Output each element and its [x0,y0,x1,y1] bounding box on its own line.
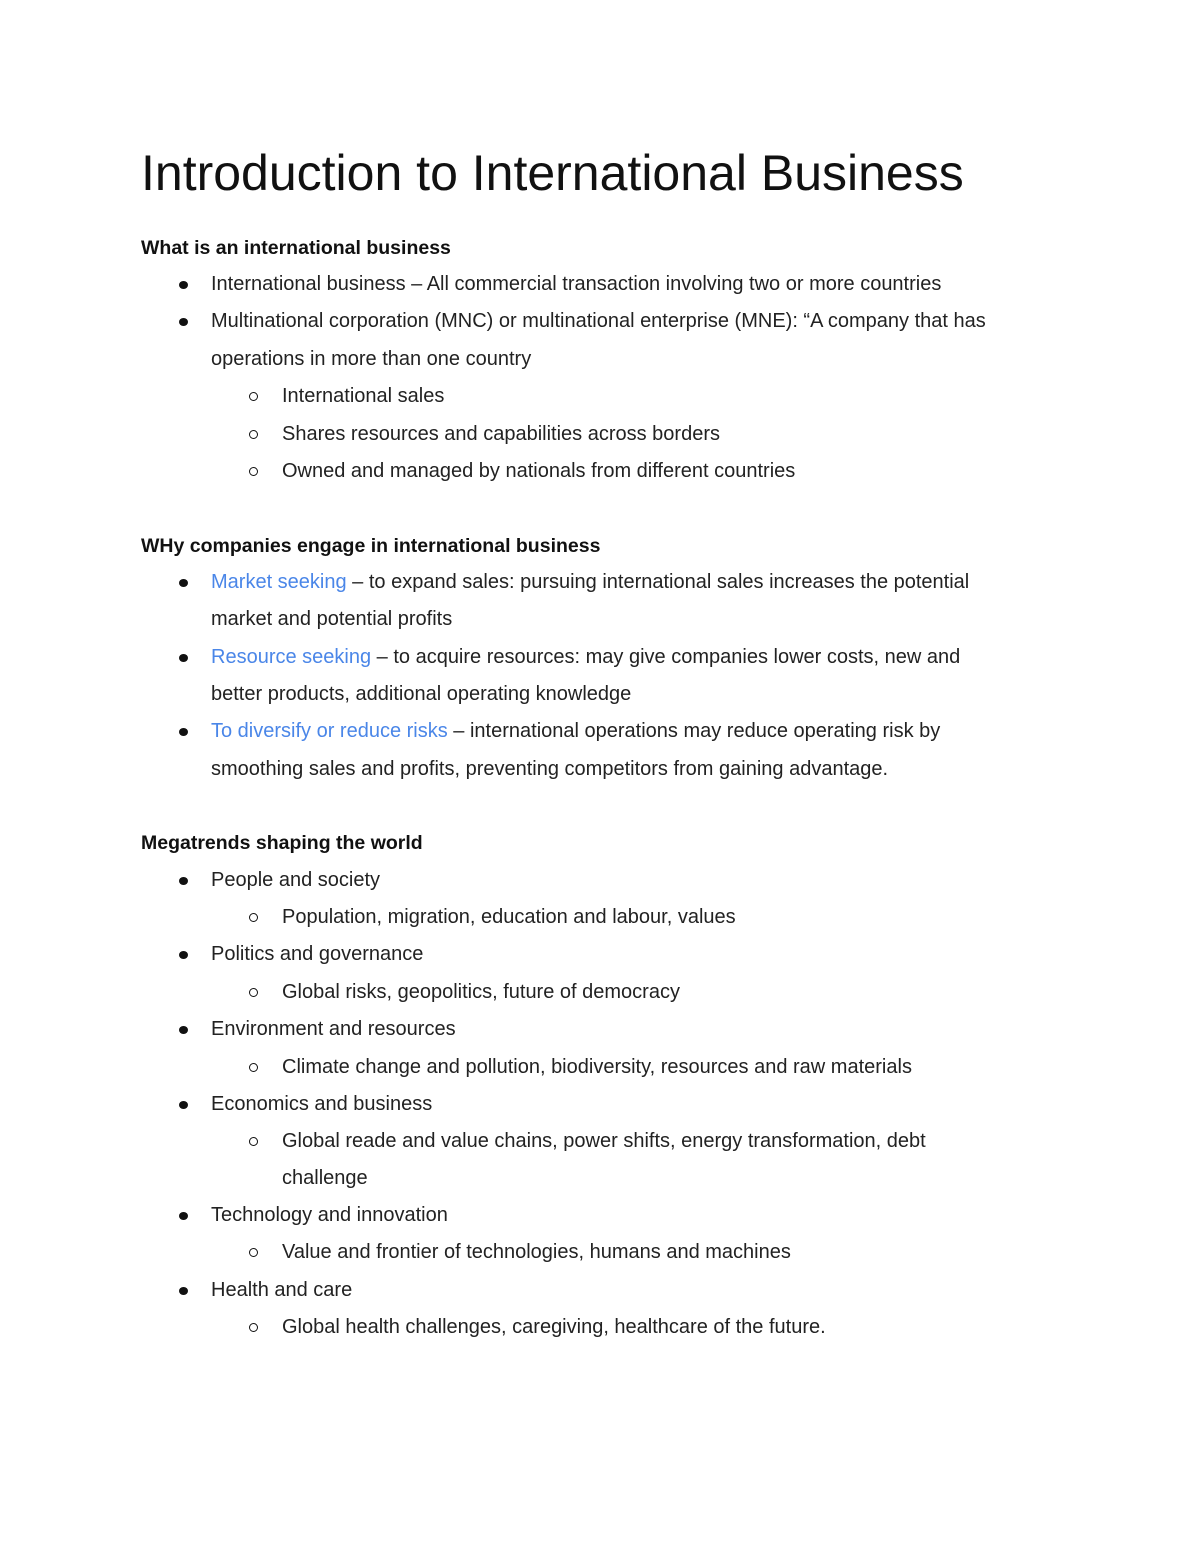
bullet-icon [179,281,188,289]
list-item-text: Environment and resources [211,1018,456,1040]
list-item-text: better products, additional operating knowledge [211,683,632,705]
list-item-text: – to acquire resources: may give companies lower costs, new and [371,646,961,668]
bullet-icon [179,728,188,736]
list-item [211,564,969,602]
sub-list-item [282,974,680,1012]
sub-list-item [282,378,444,416]
list-item [211,1272,352,1310]
sub-list-item-text: Global risks, geopolitics, future of democracy [282,981,680,1003]
sub-list-item-text: Owned and managed by nationals from different countries [282,460,796,482]
hollow-bullet-icon [249,430,258,439]
list-item-continuation [211,341,531,379]
hollow-bullet-icon [249,913,258,922]
bullet-icon [179,1212,188,1220]
list-item-text: operations in more than one country [211,348,532,370]
list-item-text: market and potential profits [211,608,453,630]
list-item-text: Health and care [211,1279,353,1301]
list-item-text: – to expand sales: pursuing international sales increases the potential [346,571,970,593]
bullet-icon [179,877,188,885]
hollow-bullet-icon [249,467,258,476]
hollow-bullet-icon [249,1248,258,1257]
list-item [211,713,940,751]
link-diversify-reduce-risks[interactable]: To diversify or reduce risks [211,720,448,742]
list-item-continuation [211,676,631,714]
list-item-text: Politics and governance [211,943,424,965]
bullet-icon [179,318,188,326]
sub-list-item [282,1123,926,1161]
list-item [211,266,941,304]
sub-list-item-text: challenge [282,1167,368,1189]
hollow-bullet-icon [249,988,258,997]
bullet-icon [179,1101,188,1109]
section-heading-why: WHy companies engage in international business [141,535,601,557]
list-item-text: International business – All commercial transaction involving two or more countries [211,273,942,295]
section-heading-what-is: What is an international business [141,237,451,259]
sub-list-item [282,899,736,937]
sub-list-item-text: Shares resources and capabilities across borders [282,423,720,445]
bullet-icon [179,951,188,959]
sub-list-item-text: Global reade and value chains, power shifts, energy transformation, debt [282,1130,926,1152]
hollow-bullet-icon [249,1323,258,1332]
list-item [211,1011,456,1049]
sub-list-item [282,416,720,454]
bullet-icon [179,1026,188,1034]
list-item [211,936,423,974]
sub-list-item-text: Climate change and pollution, biodiversity, resources and raw materials [282,1056,912,1078]
sub-list-item-text: International sales [282,385,445,407]
list-item-text: Technology and innovation [211,1204,448,1226]
sub-list-item [282,1234,791,1272]
sub-list-item [282,1049,912,1087]
sub-list-item-text: Global health challenges, caregiving, healthcare of the future. [282,1316,826,1338]
list-item [211,862,380,900]
sub-list-item-text: Population, migration, education and labour, values [282,906,736,928]
sub-list-item [282,1309,826,1347]
list-item [211,303,986,341]
list-item-text: smoothing sales and profits, preventing competitors from gaining advantage. [211,758,889,780]
list-item-text: People and society [211,869,381,891]
list-item [211,639,960,677]
hollow-bullet-icon [249,1137,258,1146]
list-item [211,1086,432,1124]
list-item [211,1197,448,1235]
sub-list-item-continuation [282,1160,368,1198]
bullet-icon [179,1287,188,1295]
bullet-icon [179,579,188,587]
sub-list-item-text: Value and frontier of technologies, humans and machines [282,1241,791,1263]
list-item-continuation [211,751,888,789]
list-item-continuation [211,601,452,639]
list-item-text: Multinational corporation (MNC) or multinational enterprise (MNE): “A company that has [211,310,986,332]
link-market-seeking[interactable]: Market seeking [211,571,347,593]
hollow-bullet-icon [249,392,258,401]
list-item-text: – international operations may reduce operating risk by [447,720,941,742]
bullet-icon [179,654,188,662]
list-item-text: Economics and business [211,1093,433,1115]
link-resource-seeking[interactable]: Resource seeking [211,646,372,668]
document-title: Introduction to International Business [141,145,964,201]
hollow-bullet-icon [249,1063,258,1072]
section-heading-megatrends: Megatrends shaping the world [141,832,423,854]
sub-list-item [282,453,795,491]
